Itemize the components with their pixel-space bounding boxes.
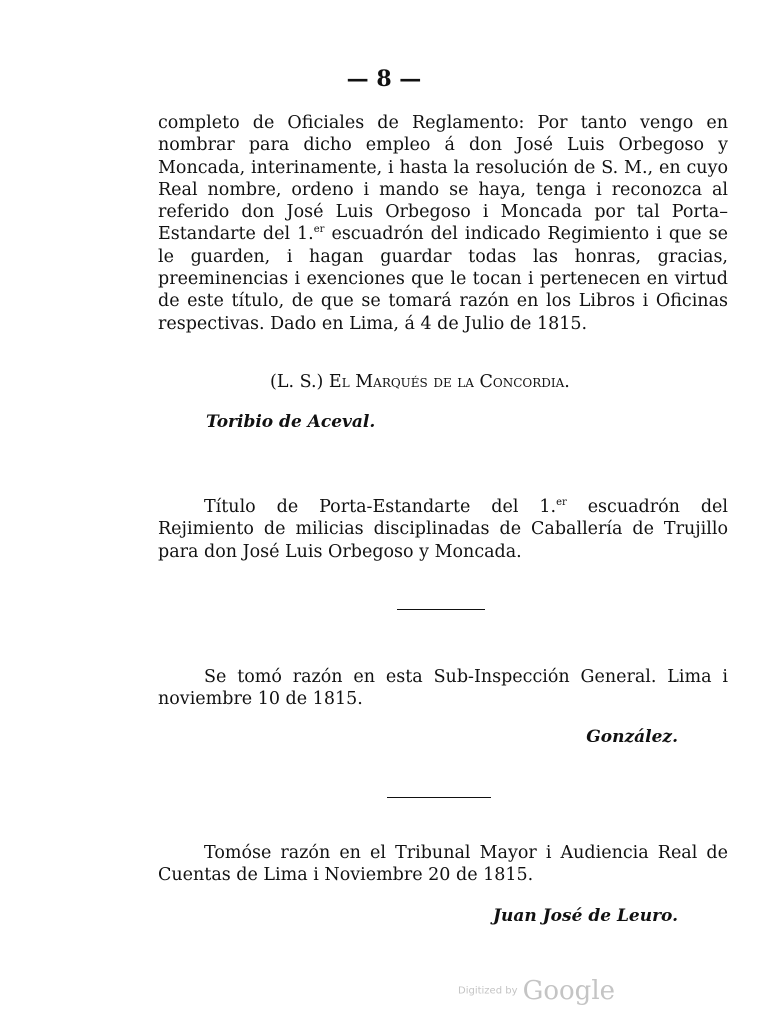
page-number: — 8 — bbox=[346, 66, 422, 92]
signer-aceval: Toribio de Aceval. bbox=[206, 412, 376, 432]
divider-rule bbox=[397, 609, 485, 610]
title-end: escuadrón del Rejimiento de milicias disciplinadas de Caballería de Trujillo para don José Luis Orbegoso y Moncada. bbox=[158, 497, 728, 562]
marques-signature: El Marqués de la Concordia. bbox=[328, 372, 570, 392]
divider-rule bbox=[387, 797, 491, 798]
paragraph-decree-text: completo de Oficiales de Reglamento: Por tanto vengo en nombrar para dicho empleo á don José Luis Orbegoso y Moncada, interinamente, i hasta la resolución de S. M., en cuyo Real nombre, ordeno i mando se haya, tenga i reconozca al referido don José Luis Orbegoso i Moncada por tal Porta–Estandarte del 1. bbox=[158, 113, 728, 245]
watermark-prefix: Digitized by bbox=[458, 985, 518, 997]
ordinal-superscript: er bbox=[313, 224, 325, 236]
signer-gonzalez: González. bbox=[586, 727, 678, 747]
signer-leuro: Juan José de Leuro. bbox=[492, 906, 678, 926]
paragraph-registro: Se tomó razón en esta Sub-Inspección General. Lima i noviembre 10 de 1815. bbox=[158, 667, 728, 710]
title-superscript: er bbox=[556, 497, 567, 509]
paragraph-tribunal: Tomóse razón en el Tribunal Mayor i Audiencia Real de Cuentas de Lima i Noviembre 20 de 1815. bbox=[158, 843, 728, 886]
paragraph-decree bbox=[158, 112, 728, 335]
seal-mark: (L. S.) bbox=[270, 372, 324, 392]
paragraph-decree-end: escuadrón del indicado Regimiento i que se le guarden, i hagan guardar todas las honras, gracias, preeminencias i exenciones que le tocan i pertenecen en virtud de este título, de que se tomará razón en los Libros i Oficinas respectivas. Dado en Lima, á 4 de Julio de 1815. bbox=[158, 224, 728, 334]
signature-line bbox=[270, 372, 570, 392]
digitized-watermark bbox=[458, 976, 615, 1006]
google-logo: Google bbox=[522, 976, 616, 1006]
paragraph-title bbox=[158, 496, 728, 563]
title-text: Título de Porta-Estandarte del 1. bbox=[204, 497, 557, 517]
